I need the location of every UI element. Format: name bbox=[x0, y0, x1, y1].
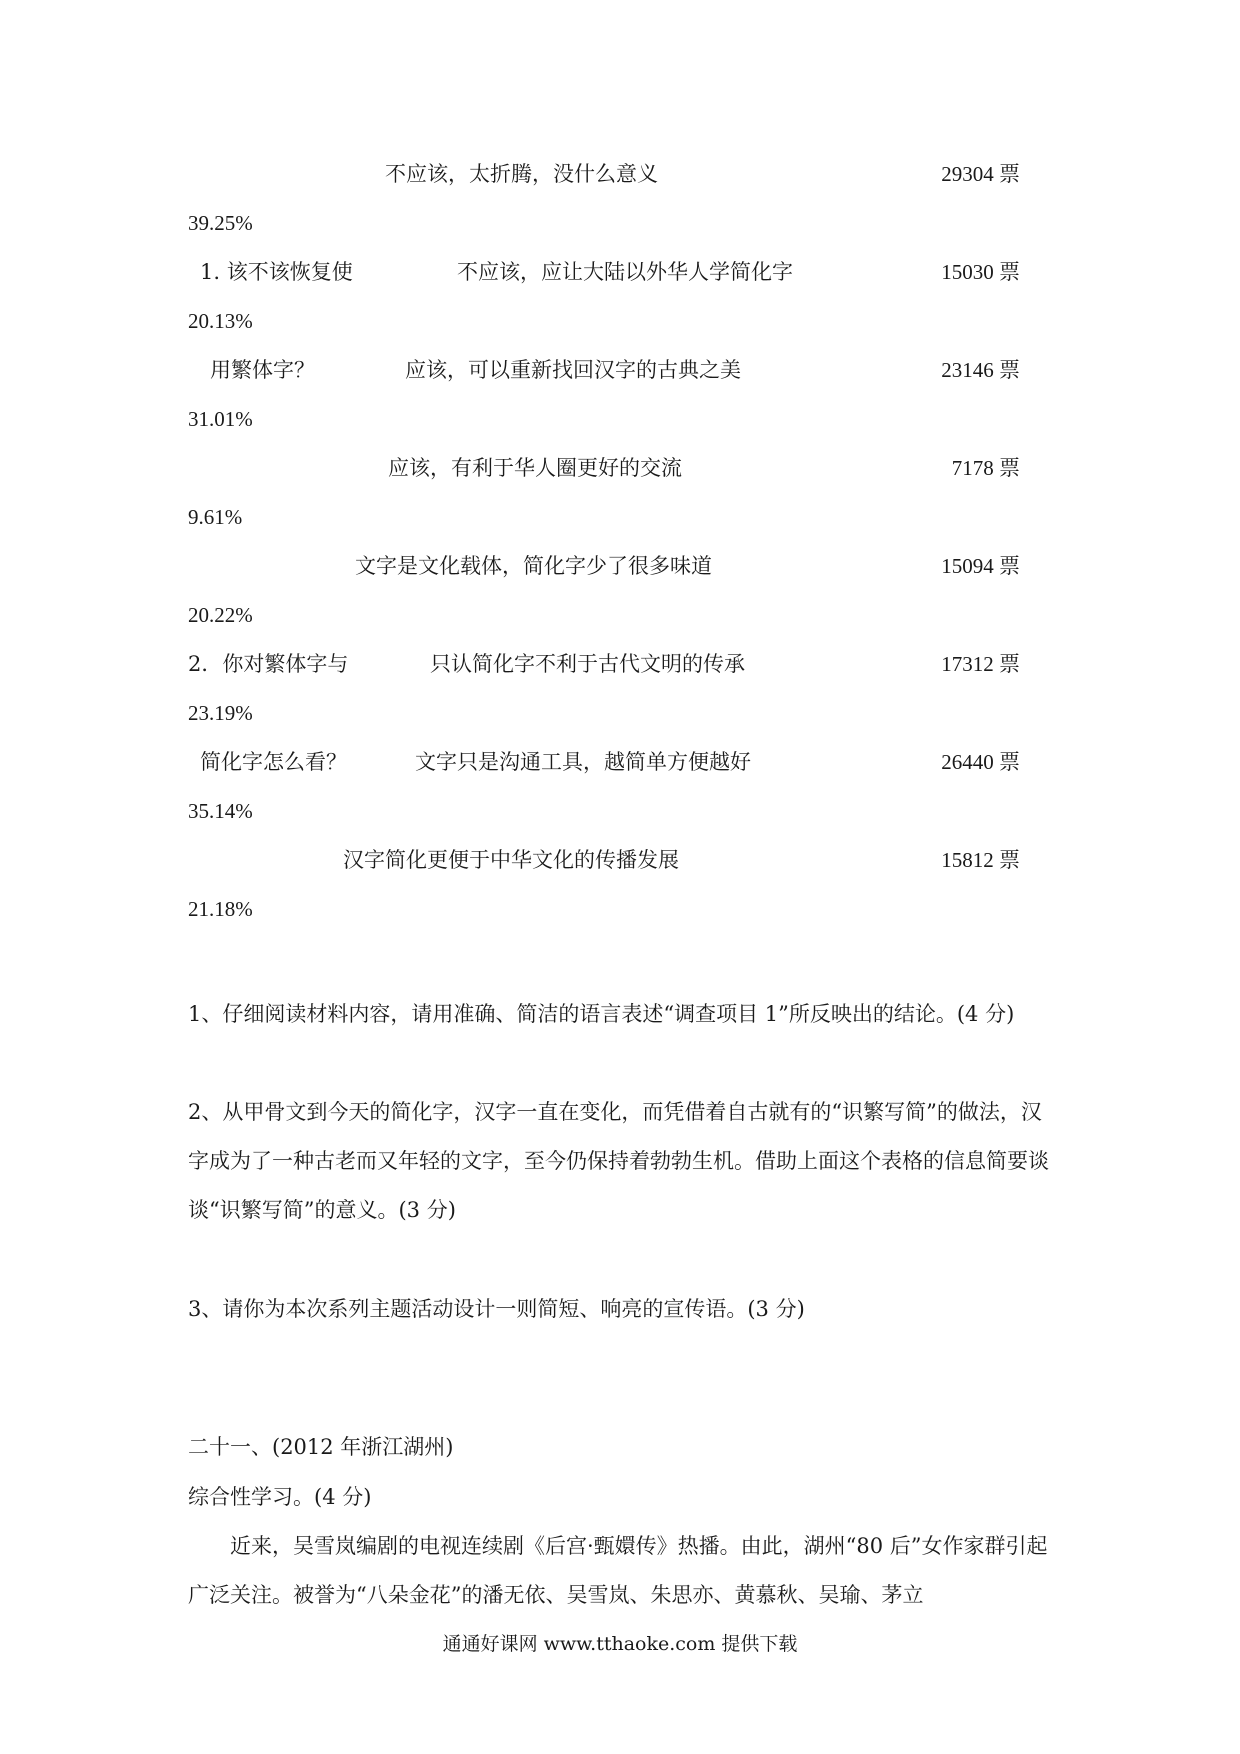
question-3: 3、请你为本次系列主题活动设计一则简短、响亮的宣传语。(3 分) bbox=[188, 1297, 805, 1321]
survey-option: 汉字简化更便于中华文化的传播发展 bbox=[343, 848, 679, 872]
survey-votes: 17312 票 bbox=[941, 652, 1020, 676]
page-footer: 通通好课网 www.tthaoke.com 提供下载 bbox=[442, 1633, 798, 1655]
survey-votes: 7178 票 bbox=[951, 456, 1020, 480]
question-2: 2、从甲骨文到今天的简化字，汉字一直在变化，而凭借着自古就有的“识繁写简”的做法，汉字成为了一种古老而又年轻的文字，至今仍保持着勃勃生机。借助上面这个表格的信息简要谈谈“识繁写简”的意义。(3 分) bbox=[188, 1100, 1049, 1222]
survey-option: 文字是文化载体，简化字少了很多味道 bbox=[355, 554, 712, 578]
survey-question: 2．你对繁体字与 bbox=[188, 652, 349, 676]
survey-percent: 21.18% bbox=[188, 897, 253, 921]
survey-votes: 23146 票 bbox=[941, 358, 1020, 382]
survey-option: 不应该，太折腾，没什么意义 bbox=[385, 162, 658, 186]
survey-question: 1. 该不该恢复使 bbox=[200, 260, 353, 284]
survey-votes: 15812 票 bbox=[941, 848, 1020, 872]
survey-votes: 15030 票 bbox=[941, 260, 1020, 284]
survey-percent: 31.01% bbox=[188, 407, 253, 431]
survey-option: 不应该，应让大陆以外华人学简化字 bbox=[457, 260, 793, 284]
survey-percent: 35.14% bbox=[188, 799, 253, 823]
survey-option: 应该，可以重新找回汉字的古典之美 bbox=[405, 358, 741, 382]
section-body: 近来，吴雪岚编剧的电视连续剧《后宫·甄嬛传》热播。由此，湖州“80 后”女作家群引起广泛关注。被誉为“八朵金花”的潘无依、吴雪岚、朱思亦、黄慕秋、吴瑜、茅立 bbox=[188, 1534, 1048, 1607]
question-1: 1、仔细阅读材料内容，请用准确、简洁的语言表述“调查项目 1”所反映出的结论。(4 分) bbox=[188, 1002, 1015, 1026]
survey-votes: 26440 票 bbox=[941, 750, 1020, 774]
survey-percent: 23.19% bbox=[188, 701, 253, 725]
survey-percent: 20.22% bbox=[188, 603, 253, 627]
survey-votes: 15094 票 bbox=[941, 554, 1020, 578]
section-subheading: 综合性学习。(4 分) bbox=[188, 1485, 372, 1509]
survey-option: 只认简化字不利于古代文明的传承 bbox=[430, 652, 745, 676]
survey-percent: 39.25% bbox=[188, 211, 253, 235]
survey-question: 用繁体字？ bbox=[210, 358, 315, 382]
survey-option: 应该，有利于华人圈更好的交流 bbox=[388, 456, 682, 480]
survey-percent: 9.61% bbox=[188, 505, 243, 529]
section-heading: 二十一、(2012 年浙江湖州) bbox=[188, 1435, 454, 1459]
survey-percent: 20.13% bbox=[188, 309, 253, 333]
survey-option: 文字只是沟通工具，越简单方便越好 bbox=[415, 750, 751, 774]
survey-question: 简化字怎么看？ bbox=[200, 750, 347, 774]
survey-votes: 29304 票 bbox=[941, 162, 1020, 186]
